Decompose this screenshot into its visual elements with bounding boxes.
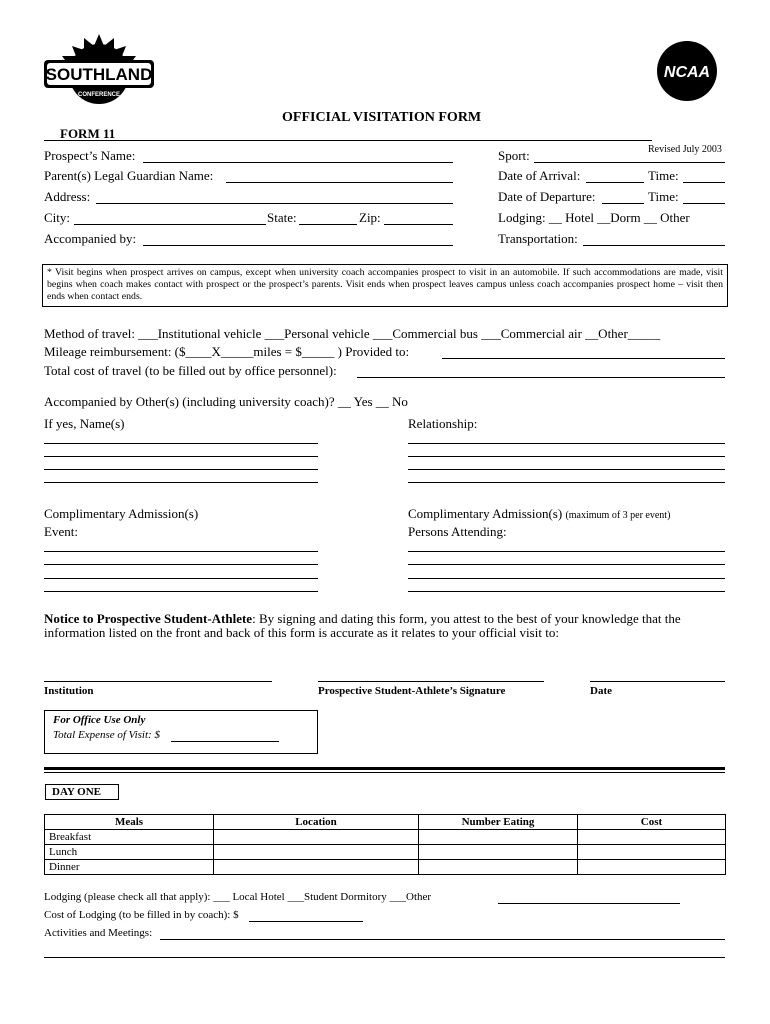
arrival-field[interactable]	[586, 182, 644, 183]
event-label: Event:	[44, 524, 78, 539]
location-header: Location	[214, 815, 419, 830]
svg-text:SOUTHLAND: SOUTHLAND	[45, 65, 153, 84]
svg-text:NCAA: NCAA	[663, 64, 711, 81]
office-expense-field[interactable]	[171, 741, 279, 742]
event-line[interactable]	[44, 578, 318, 579]
signature-label: Prospective Student-Athlete’s Signature	[318, 685, 506, 697]
cost-cell[interactable]	[578, 860, 726, 875]
svg-text:CONFERENCE: CONFERENCE	[77, 92, 121, 98]
date-label: Date	[590, 685, 612, 697]
event-line[interactable]	[44, 564, 318, 565]
persons-line[interactable]	[408, 591, 725, 592]
number-eating-cell[interactable]	[419, 860, 578, 875]
sport-label: Sport:	[498, 148, 530, 163]
attest-notice	[44, 612, 728, 640]
activities-line[interactable]	[44, 957, 725, 958]
departure-label: Date of Departure:	[498, 189, 596, 204]
number-eating-cell[interactable]	[419, 830, 578, 845]
meal-name: Lunch	[45, 845, 214, 860]
event-line[interactable]	[44, 591, 318, 592]
number-eating-cell[interactable]	[419, 845, 578, 860]
section-divider	[44, 767, 725, 770]
travel-total-field[interactable]	[357, 377, 725, 378]
lodging-cost-field[interactable]	[249, 921, 363, 922]
office-expense-label: Total Expense of Visit: $	[53, 729, 160, 741]
table-row	[45, 830, 726, 845]
meal-name: Dinner	[45, 860, 214, 875]
relationship-line[interactable]	[408, 456, 725, 457]
lodging-options[interactable]: Lodging: __ Hotel __Dorm __ Other	[498, 210, 690, 225]
address-field[interactable]	[96, 203, 453, 204]
relationship-line[interactable]	[408, 469, 725, 470]
departure-field[interactable]	[602, 203, 644, 204]
form-title: OFFICIAL VISITATION FORM	[282, 110, 482, 125]
mileage-provided-field[interactable]	[442, 358, 725, 359]
persons-attending-label: Persons Attending:	[408, 524, 507, 539]
zip-label: Zip:	[359, 210, 381, 225]
zip-field[interactable]	[384, 224, 453, 225]
city-label: City:	[44, 210, 71, 225]
table-row	[45, 845, 726, 860]
prospect-name-field[interactable]	[143, 162, 453, 163]
sport-field[interactable]	[534, 162, 725, 163]
southland-logo	[40, 32, 158, 106]
day-lodging-other-field[interactable]	[498, 903, 680, 904]
name-line[interactable]	[44, 469, 318, 470]
state-field[interactable]	[299, 224, 357, 225]
visit-notice-text: * Visit begins when prospect arrives on campus, except when university coach accompanies prospect to visit in an automobile. If such accommodations are made, visit begins when coach makes contact with prospect or the prospect’s parents. Visit ends when prospect leaves campus unless coach accompanies prospect home – visit then ends when contact ends.	[47, 267, 723, 302]
mileage-label: Mileage reimbursement: ($____X_____miles = $_____ ) Provided to:	[44, 344, 410, 359]
arrival-time-label: Time:	[648, 168, 679, 183]
number-eating-header: Number Eating	[419, 815, 578, 830]
activities-field[interactable]	[160, 939, 725, 940]
title-rule	[44, 140, 652, 141]
activities-label: Activities and Meetings:	[44, 927, 153, 939]
cost-cell[interactable]	[578, 830, 726, 845]
guardian-label: Parent(s) Legal Guardian Name:	[44, 168, 214, 183]
day-one-label: DAY ONE	[52, 786, 102, 798]
prospect-name-label: Prospect’s Name:	[44, 148, 136, 163]
day-lodging-options[interactable]: Lodging (please check all that apply): ___ Local Hotel ___Student Dormitory ___Other	[44, 891, 432, 903]
location-cell[interactable]	[214, 830, 419, 845]
departure-time-label: Time:	[648, 189, 679, 204]
ncaa-logo	[656, 40, 720, 104]
location-cell[interactable]	[214, 860, 419, 875]
attest-notice-text: : By signing and dating this form, you attest to the best of your knowledge that the information listed on the front and back of this form is accurate as it relates to your official visit to:	[44, 611, 681, 640]
meals-table	[44, 814, 726, 875]
names-label: If yes, Name(s)	[44, 416, 125, 431]
travel-method[interactable]: Method of travel: ___Institutional vehicle ___Personal vehicle ___Commercial bus ___Commercial air __Other_____	[44, 326, 661, 341]
relationship-line[interactable]	[408, 443, 725, 444]
signature-line[interactable]	[318, 681, 544, 682]
section-divider-thin	[44, 772, 725, 773]
attest-notice-heading: Notice to Prospective Student-Athlete	[44, 611, 253, 626]
meals-header-row	[45, 815, 726, 830]
arrival-time-field[interactable]	[683, 182, 725, 183]
meal-name: Breakfast	[45, 830, 214, 845]
form-number: FORM 11	[60, 126, 116, 141]
persons-line[interactable]	[408, 564, 725, 565]
date-line[interactable]	[590, 681, 725, 682]
guardian-field[interactable]	[226, 182, 453, 183]
location-cell[interactable]	[214, 845, 419, 860]
persons-line[interactable]	[408, 551, 725, 552]
comp-admission-max-note: (maximum of 3 per event)	[565, 510, 671, 521]
revised-date: Revised July 2003	[648, 144, 722, 155]
comp-admission-right-title	[408, 506, 670, 523]
name-line[interactable]	[44, 482, 318, 483]
office-use-box	[44, 710, 318, 754]
institution-line[interactable]	[44, 681, 272, 682]
name-line[interactable]	[44, 456, 318, 457]
day-one-label-box	[45, 784, 119, 800]
city-field[interactable]	[74, 224, 266, 225]
others-question[interactable]: Accompanied by Other(s) (including university coach)? __ Yes __ No	[44, 394, 408, 409]
arrival-label: Date of Arrival:	[498, 168, 581, 183]
accompanied-field[interactable]	[143, 245, 453, 246]
transportation-label: Transportation:	[498, 231, 578, 246]
table-row	[45, 860, 726, 875]
lodging-cost-label: Cost of Lodging (to be filled in by coach): $	[44, 909, 239, 921]
persons-line[interactable]	[408, 578, 725, 579]
cost-cell[interactable]	[578, 845, 726, 860]
meals-header: Meals	[45, 815, 214, 830]
name-line[interactable]	[44, 443, 318, 444]
travel-total-label: Total cost of travel (to be filled out by office personnel):	[44, 363, 337, 378]
comp-admission-right-text: Complimentary Admission(s)	[408, 506, 563, 521]
state-label: State:	[267, 210, 297, 225]
institution-label: Institution	[44, 685, 94, 697]
event-line[interactable]	[44, 551, 318, 552]
accompanied-label: Accompanied by:	[44, 231, 137, 246]
relationship-label: Relationship:	[408, 416, 478, 431]
relationship-line[interactable]	[408, 482, 725, 483]
cost-header: Cost	[578, 815, 726, 830]
visit-notice-box	[42, 264, 728, 307]
address-label: Address:	[44, 189, 91, 204]
office-use-title: For Office Use Only	[53, 714, 146, 726]
comp-admission-left-title: Complimentary Admission(s)	[44, 506, 199, 521]
transportation-field[interactable]	[583, 245, 725, 246]
departure-time-field[interactable]	[683, 203, 725, 204]
